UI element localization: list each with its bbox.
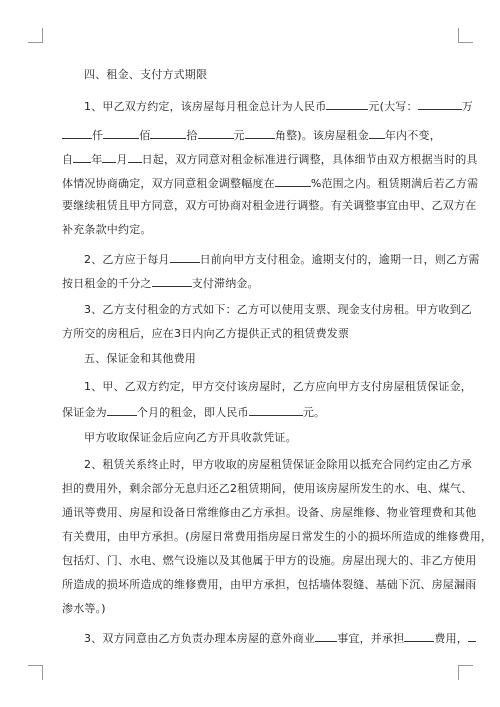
- blank-ten: [150, 127, 186, 139]
- s5-p2-line7: 渗水等。): [62, 602, 106, 615]
- blank-years-unchanged: [369, 127, 385, 139]
- section-5-heading: 五、保证金和其他费用: [84, 352, 196, 365]
- s5-p1-line2: 保证金为 个月的租金，即人民币 元。: [62, 406, 326, 419]
- s4-p1-line3: 自 年 月 日起，双方同意对租金标准进行调整，具体细节由双方根据当时的具: [62, 153, 478, 166]
- crop-mark-bottom-left: [28, 665, 43, 680]
- s4-p1-line2: 仟 佰 拾 元 角整)。该房屋租金 年内不变，: [62, 127, 442, 143]
- blank-hundred: [103, 127, 139, 139]
- s5-p2-line6: 所造成的损坏所造成的维修费用，由甲方承担，包括墙体裂缝、基础下沉、房屋漏雨: [62, 578, 477, 591]
- blank-thousand: [62, 127, 92, 139]
- blank-deposit-months: [107, 404, 137, 416]
- s4-p3-line2: 方所交的房租后，应在3日内向乙方提供正式的租赁费发票: [62, 327, 350, 340]
- blank-deposit-amount: [249, 404, 303, 416]
- crop-mark-bottom-right: [458, 665, 473, 680]
- blank-ten-thousand: [418, 98, 462, 110]
- blank-day: [128, 151, 142, 163]
- blank-year: [73, 151, 91, 163]
- blank-monthly-rent: [326, 98, 368, 110]
- s5-p2-line5: 包括灯、门、水电、燃气设施以及其他属于甲方的设施。房屋出现大的、非乙方使用: [62, 554, 477, 567]
- s4-p1-line6: 补充条款中约定。: [62, 223, 152, 236]
- blank-yuan: [198, 127, 234, 139]
- crop-mark-top-left: [28, 28, 43, 43]
- section-4-heading: 四、租金、支付方式期限: [84, 68, 208, 81]
- s5-p2-line4: 有关费用，由甲方承担。(房屋日常费用指房屋日常发生的小的损坏所造成的维修费用，: [62, 530, 493, 543]
- s5-p2-line3: 通讯等费用、房屋和设备日常维修由乙方承担。设备、房屋维修、物业管理费和其他: [62, 506, 477, 519]
- blank-month: [102, 151, 116, 163]
- blank-late-fee-rate: [152, 275, 192, 287]
- s5-deposit-receipt-note: 甲方收取保证金后应向乙方开具收款凭证。: [84, 431, 297, 444]
- blank-trailing: [468, 630, 476, 642]
- s4-p1-line5: 要继续租赁且甲方同意，双方可协商对租金进行调整。有关调整事宜由甲、乙双方在: [62, 199, 477, 212]
- s5-p2-line2: 担的费用外，剩余部分无息归还乙2租赁期间，使用该房屋所发生的水、电、煤气、: [62, 482, 473, 495]
- s4-p1-line4: 体情况协商确定，双方同意租金调整幅度在 %范围之内。租赁期满后若乙方需: [62, 177, 479, 190]
- s4-p3-line1: 3、乙方支付租金的方式如下：乙方可以使用支票、现金支付房租。甲方收到乙: [84, 303, 472, 316]
- s5-p1-line1: 1、甲、乙双方约定，甲方交付该房屋时，乙方应向甲方支付房屋租赁保证金，: [84, 380, 472, 393]
- blank-pay-day: [170, 251, 200, 263]
- crop-mark-top-right: [458, 28, 473, 43]
- blank-insurance-fee: [404, 630, 434, 642]
- blank-adjust-percent: [275, 175, 311, 187]
- s5-p2-line1: 2、租赁关系终止时，甲方收取的房屋租赁保证金除用以抵充合同约定由乙方承: [84, 458, 472, 471]
- blank-jiao: [245, 127, 275, 139]
- blank-insurance-type: [315, 630, 337, 642]
- s4-p2-line1: 2、乙方应于每月 日前向甲方支付租金。逾期支付的，逾期一日，则乙方需: [84, 253, 480, 266]
- s4-p1-line1: 1、甲乙双方约定，该房屋每月租金总计为人民币 元(大写： 万: [84, 100, 473, 113]
- s5-p3-line1: 3、双方同意由乙方负责办理本房屋的意外商业 事宜，并承担 费用，: [84, 630, 442, 646]
- s4-p2-line2: 按日租金的千分之 支付滞纳金。: [62, 277, 259, 290]
